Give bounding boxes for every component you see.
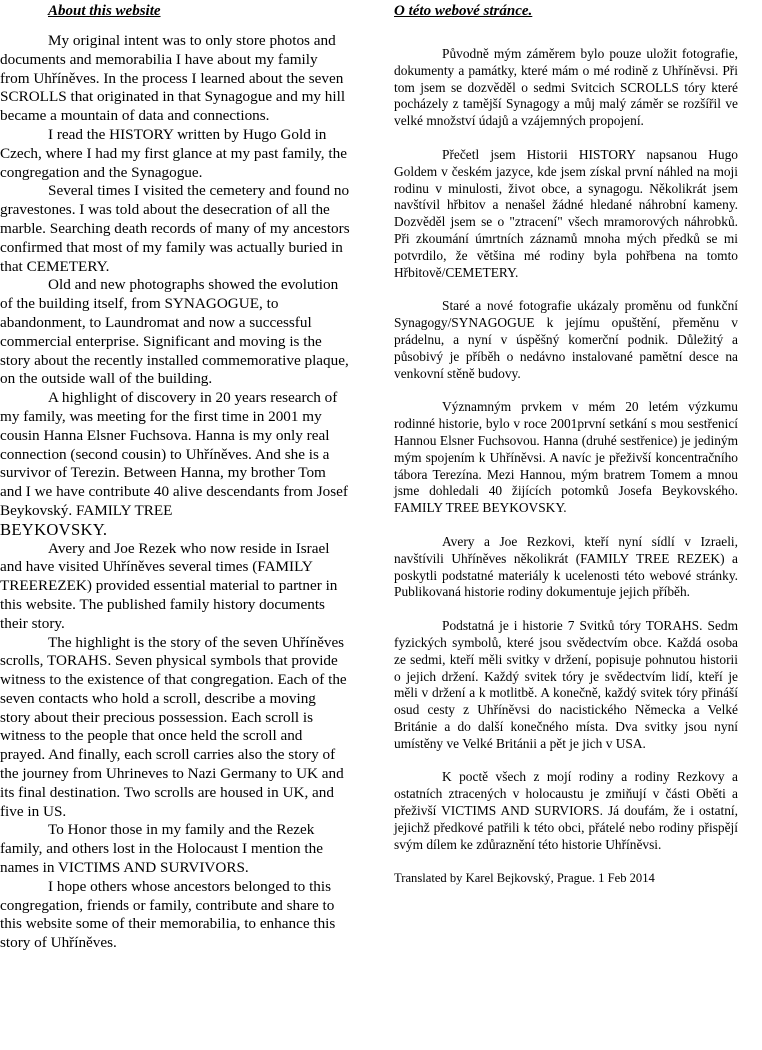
english-paragraph-4: Old and new photographs showed the evolution of the building itself, from SYNAGOGUE, to abandonment, to Laundromat and now a successful commercial enterprise. Significant and moving is the story about the recently installed commemorative plaque, on the outside wall of the building. [0, 276, 349, 388]
czech-paragraph-3: Staré a nové fotografie ukázaly proměnu od funkční Synagogy/SYNAGOGUE k jejímu opuštění, přeměnu v prádelnu, a nyní v úspěšný komerční podnik. Důležitý a působivý je příběh o nedávno instalované pamětní desce na venkovní stěně budovy. [394, 298, 738, 381]
english-paragraph-1: My original intent was to only store photos and documents and memorabilia I have about my family from Uhříněves. In the process I learned about the seven SCROLLS that originated in that Synagogue and my hill became a mountain of data and connections. [0, 32, 346, 125]
czech-paragraph-6: Podstatná je i historie 7 Svitků tóry TORAHS. Sedm fyzických symbolů, které jsou svědectvím obce. Každá osoba ze sedmi, kteří měli svitky v držení, popisuje pohnutou historii o jejich držení. Každý svitek tóry je svědectvím lidí, kteří je měli v držení a k motlitbě. A konečně, každý svitek tóry přináší osud cesty z Uhříněvsi do nacistického Německa a Velké Británie a do další konečného místa. Dva svitky jsou nyní umístěny ve Velké Británii a pět je jich v USA. [394, 618, 738, 751]
czech-column [394, 0, 738, 886]
english-beykovsky-line: BEYKOVSKY. [0, 519, 108, 539]
translation-credit: Translated by Karel Bejkovský, Prague. 1 Feb 2014 [394, 871, 655, 886]
english-paragraph-8: To Honor those in my family and the Rezek family, and others lost in the Holocaust I mention the names in VICTIMS AND SURVIVORS. [0, 821, 323, 877]
english-paragraph-7: The highlight is the story of the seven Uhříněves scrolls, TORAHS. Seven physical symbols that provide witness to the existence of that congregation. Each of the seven contacts who hold a scroll, describe a moving story about their precious possession. Each scroll is witness to the people that once held the scroll and prayed. And finally, each scroll carries also the story of the journey from Uhrineves to Nazi Germany to UK and its final destination. Two scrolls are housed in UK, and five in US. [0, 633, 347, 820]
czech-heading: O této webové stránce. [394, 3, 533, 19]
english-paragraph-9: I hope others whose ancestors belonged to this congregation, friends or family, contribute and share to this website some of their memorabilia, to enhance this story of Uhříněves. [0, 877, 336, 952]
czech-paragraph-1: Původně mým záměrem bylo pouze uložit fotografie, dokumenty a památky, které mám o mé rodině z Uhříněvsi. Při tom jsem se dozvěděl o sedmi Svitcich SCROLLS tóry které pocházely z tamější Synagogy a můj malý záměr se rozšířil ve velké množství údajů a vzájemných propojení. [394, 46, 738, 129]
english-paragraph-2: I read the HISTORY written by Hugo Gold in Czech, where I had my first glance at my past family, the congregation and the Synagogue. [0, 125, 347, 181]
english-heading: About this website [48, 3, 161, 19]
english-paragraph-6: Avery and Joe Rezek who now reside in Israel and have visited Uhříněves several times (FAMILY TREEREZEK) provided essential material to partner in this website. The published family history documents their story. [0, 539, 338, 632]
czech-paragraph-4: Významným prvkem v mém 20 letém výzkumu rodinné historie, bylo v roce 2001první setkání s mou sestřenicí Hannou Elsner Fuchsovou. Hanna (druhé sestřenice) je jediným mým spojením k Uhříněvsi. A navíc je přeživší koncentračního tábora Terezína. Mezi Hannou, mým bratrem Tomem a mnou jsme dohledali 40 žijících potomků Josefa Beykovského. FAMILY TREE BEYKOVSKY. [394, 399, 738, 516]
czech-paragraph-7: K poctě všech z mojí rodiny a rodiny Rezkovy a ostatních ztracených v holocaustu je zmiňují v části Oběti a přeživší VICTIMS AND SURVIORS. Já doufám, že i ostatní, jejichž předkové patřili k této obci, přátelé nebo rodiny přispějí svým dílem ke zdůraznění této historie Uhříněvsi. [394, 769, 738, 852]
czech-paragraph-2: Přečetl jsem Historii HISTORY napsanou Hugo Goldem v českém jazyce, kde jsem získal první náhled na moji rodinu v minulosti, život obce, a synagogu. Několikrát jsem navštívil hřbitov a nenašel žádné hledané náhrobní kameny. Dozvěděl jsem se o "ztracení" všech mramorových náhrobků. Při zkoumání úmrtních záznamů mnoha mých předků se mi potvrdilo, že většina mé rodiny byla pohřbena na tomto Hřbitově/CEMETERY. [394, 146, 738, 280]
czech-paragraph-5: Avery a Joe Rezkovi, kteří nyní sídlí v Izraeli, navštívili Uhříněves několikrát (FAMILY TREE REZEK) a poskytli podstatné materiály k ucelenosti této webové stránky. Publikovaná historie rodiny dokumentuje jejich příběh. [394, 533, 738, 600]
english-column [0, 0, 350, 953]
english-paragraph-3: Several times I visited the cemetery and found no gravestones. I was told about the desecration of all the marble. Searching death records of many of my ancestors confirmed that most of my family was actually buried in that CEMETERY. [0, 182, 350, 275]
english-paragraph-5: A highlight of discovery in 20 years research of my family, was meeting for the first time in 2001 my cousin Hanna Elsner Fuchsova. Hanna is my only real connection (second cousin) to Uhříněves. And she is a survivor of Terezin. Between Hanna, my brother Tom and I we have contribute 40 alive descendants from Josef Beykovský. FAMILY TREE [0, 389, 348, 519]
